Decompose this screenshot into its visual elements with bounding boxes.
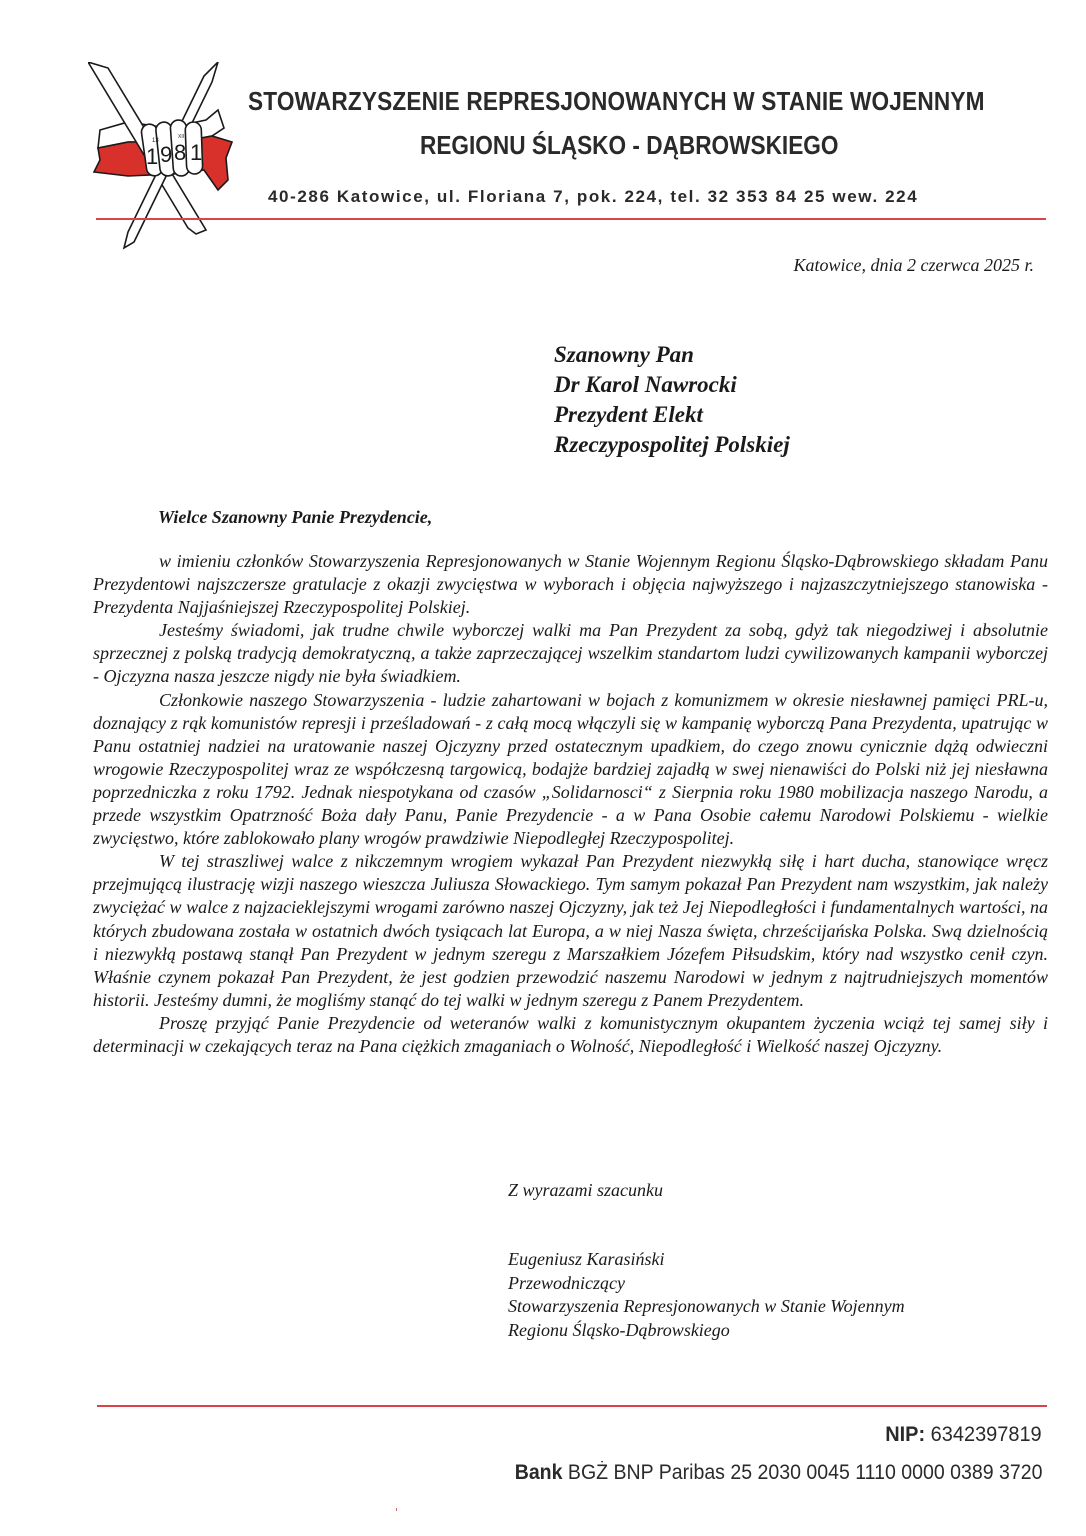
salutation: Wielce Szanowny Panie Prezydencie, — [158, 507, 433, 527]
barbed-wire-flag-logo-icon — [88, 62, 248, 252]
signature-line: Przewodniczący — [508, 1272, 625, 1293]
org-name-line2: REGIONU ŚLĄSKO - DĄBROWSKIEGO — [420, 130, 839, 160]
nip-value: 6342397819 — [931, 1423, 1042, 1446]
body-paragraph: w imieniu członków Stowarzyszenia Represjonowanych w Stanie Wojennym Regionu Śląsko-Dąbrowskiego składam Panu Prezydentowi najszczersze gratulacje z okazji zwycięstwa w wyborach i objęcia najwyższego i najzaszczytniejszego stanowiska - Prezydenta Najjaśniejszej Rzeczypospolitej Polskiej. — [93, 551, 1048, 618]
bank-label: Bank — [514, 1461, 563, 1484]
org-address: 40-286 Katowice, ul. Floriana 7, pok. 224, tel. 32 353 84 25 wew. 224 — [268, 187, 919, 206]
signature-line: Regionu Śląsko-Dąbrowskiego — [508, 1319, 730, 1340]
signature-line: Eugeniusz Karasiński — [508, 1249, 665, 1269]
signature-line: Stowarzyszenia Represjonowanych w Stanie Wojennym — [508, 1296, 905, 1316]
recipient-line: Rzeczypospolitej Polskiej — [554, 432, 790, 457]
bank-value: BGŻ BNP Paribas 25 2030 0045 1110 0000 0389 3720 — [567, 1461, 1042, 1484]
header-divider — [96, 218, 1046, 220]
recipient-line: Szanowny Pan — [554, 342, 694, 367]
recipient-line: Dr Karol Nawrocki — [554, 372, 737, 397]
nip-label: NIP: — [885, 1423, 926, 1446]
svg-text:1: 1 — [146, 144, 159, 169]
scan-speck — [396, 1508, 397, 1511]
body-paragraph: W tej straszliwej walce z nikczemnym wrogiem wykazał Pan Prezydent niezwykłą siłę i hart ducha, stanowiące wręcz przejmującą ilustrację wizji naszego wieszcza Juliusza Słowackiego. Tym samym pokazał Pan Prezydent nam wszystkim, jak należy zwyciężać w walce z najzacieklejszymi wrogami zarówno naszej Ojczyzny, jak też Jej Niepodległości i fundamentalnych wartości, na których zbudowana została w ostatnich dwóch tysiącach lat Europa, a w niej Nasza święta, chrześcijańska Polska. Swą dzielnością i niezwykłą postawą stanął Pan Prezydent w jednym szeregu z Marszałkiem Józefem Piłsudskim, który nad wszystko cenił czyn. Właśnie czynem pokazał Pan Prezydent, że jest godzien przewodzić naszemu Narodowi w jednym z najtrudniejszych momentów historii. Jesteśmy dumni, że mogliśmy stanąć do tej walki w jednym szeregu z Panem Prezydentem. — [93, 851, 1048, 1010]
body-paragraph: Proszę przyjąć Panie Prezydencie od weteranów walki z komunistycznym okupantem życzenia wciąż tej samej siły i determinacji w czekających teraz na Pana ciężkich zmaganiach o Wolność, Niepodległość i Wielkość naszej Ojczyzny. — [93, 1012, 1048, 1056]
body-paragraph: Jesteśmy świadomi, jak trudne chwile wyborczej walki ma Pan Prezydent za sobą, gdyż tak niegodziwej i absolutnie sprzecznej z polską tradycją demokratyczną, a także zaprzeczającej wszelkim standartom ludzi cywilizowanych kampanii wyborczej - Ojczyzna nasza jeszcze nigdy nie była świadkiem. — [93, 620, 1048, 687]
svg-text:9: 9 — [160, 142, 173, 167]
svg-text:8: 8 — [174, 140, 187, 165]
recipient-block — [554, 340, 790, 460]
date-line: Katowice, dnia 2 czerwca 2025 r. — [793, 255, 1034, 275]
signature-block — [508, 1248, 905, 1342]
footer-bank — [514, 1461, 1042, 1485]
recipient-line: Prezydent Elekt — [554, 402, 703, 427]
letter-body — [93, 550, 1048, 1058]
org-name-line1: STOWARZYSZENIE REPRESJONOWANYCH W STANIE WOJENNYM — [248, 86, 985, 116]
svg-text:XII: XII — [178, 134, 185, 140]
body-paragraph: Członkowie naszego Stowarzyszenia - ludzie zahartowani w bojach z komunizmem w okresie niesławnej pamięci PRL-u, doznający z rąk komunistów represji i prześladowań - z całą mocą włączyli się w kampanię wyborczą Pana Prezydenta, upatrując w Panu ostatniej nadziei na uratowanie naszej Ojczyzny przed ostatecznym upadkiem, do czego znowu cynicznie dążą odwieczni wrogowie Rzeczypospolitej wraz ze współczesną targowicą, bodajże bardziej zajadłą w swej nienawiści do Polski niż jej niesławna poprzedniczka z roku 1792. Jednak niespotykana od czasów „Solidarnosci“ z Sierpnia roku 1980 mobilizacja naszego Narodu, a przede wszystkim Opatrzność Boża dały Panu, Panie Prezydencie - a w Pana Osobie całemu Narodowi Polskiemu - wielkie zwycięstwo, które zablokowało plany wrogów prawdziwie Niepodległej Rzeczypospolitej. — [93, 689, 1048, 849]
footer-divider — [97, 1405, 1047, 1407]
closing: Z wyrazami szacunku — [508, 1180, 664, 1200]
footer-nip — [886, 1423, 1042, 1447]
svg-text:1: 1 — [190, 140, 203, 165]
svg-text:13: 13 — [152, 138, 159, 144]
